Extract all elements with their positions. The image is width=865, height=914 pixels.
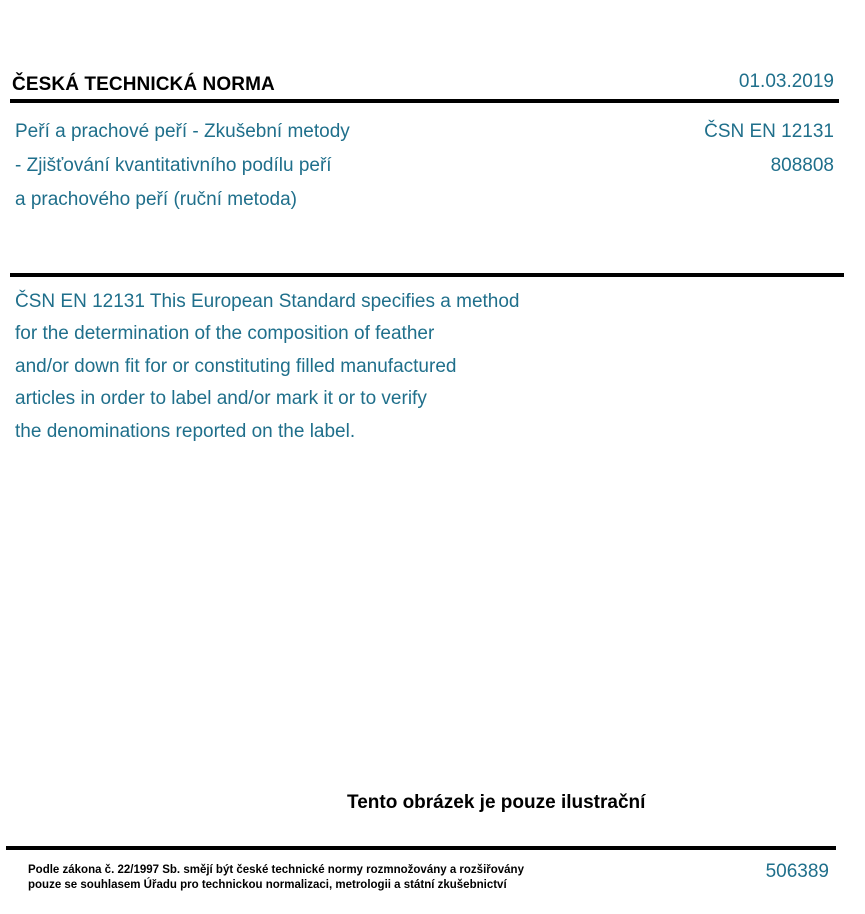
footer-legal-line: pouze se souhlasem Úřadu pro technickou normalizaci, metrologii a státní zkušebnictví: [28, 879, 507, 891]
footer-legal-notice: [28, 863, 524, 893]
standard-title-line: a prachového peří (ruční metoda): [15, 189, 297, 210]
classification-number: 808808: [770, 155, 834, 176]
standard-identifiers: [704, 115, 834, 183]
abstract-line: the denominations reported on the label.: [15, 420, 356, 442]
abstract-line: for the determination of the composition of feather: [15, 323, 435, 345]
standard-title: [15, 115, 350, 217]
document-code: 506389: [765, 861, 829, 882]
standard-title-line: - Zjišťování kvantitativního podílu peří: [15, 155, 332, 176]
standard-title-line: Peří a prachové peří - Zkušební metody: [15, 121, 350, 142]
abstract-line: ČSN EN 12131 This European Standard specifies a method: [15, 291, 520, 312]
footer-divider: [6, 846, 836, 850]
abstract-line: and/or down fit for or constituting filled manufactured: [15, 355, 457, 377]
title-divider: [10, 273, 844, 277]
publication-date: 01.03.2019: [738, 71, 834, 92]
footer-legal-line: Podle zákona č. 22/1997 Sb. smějí být české technické normy rozmnožovány a rozšiřovány: [28, 864, 524, 876]
abstract-text: [15, 286, 520, 448]
document-type-title: ČESKÁ TECHNICKÁ NORMA: [12, 74, 275, 95]
illustration-note: Tento obrázek je pouze ilustrační: [347, 792, 646, 813]
abstract-line: articles in order to label and/or mark it or to verify: [15, 388, 427, 410]
header-divider: [10, 99, 839, 103]
standard-designation: ČSN EN 12131: [704, 121, 834, 142]
